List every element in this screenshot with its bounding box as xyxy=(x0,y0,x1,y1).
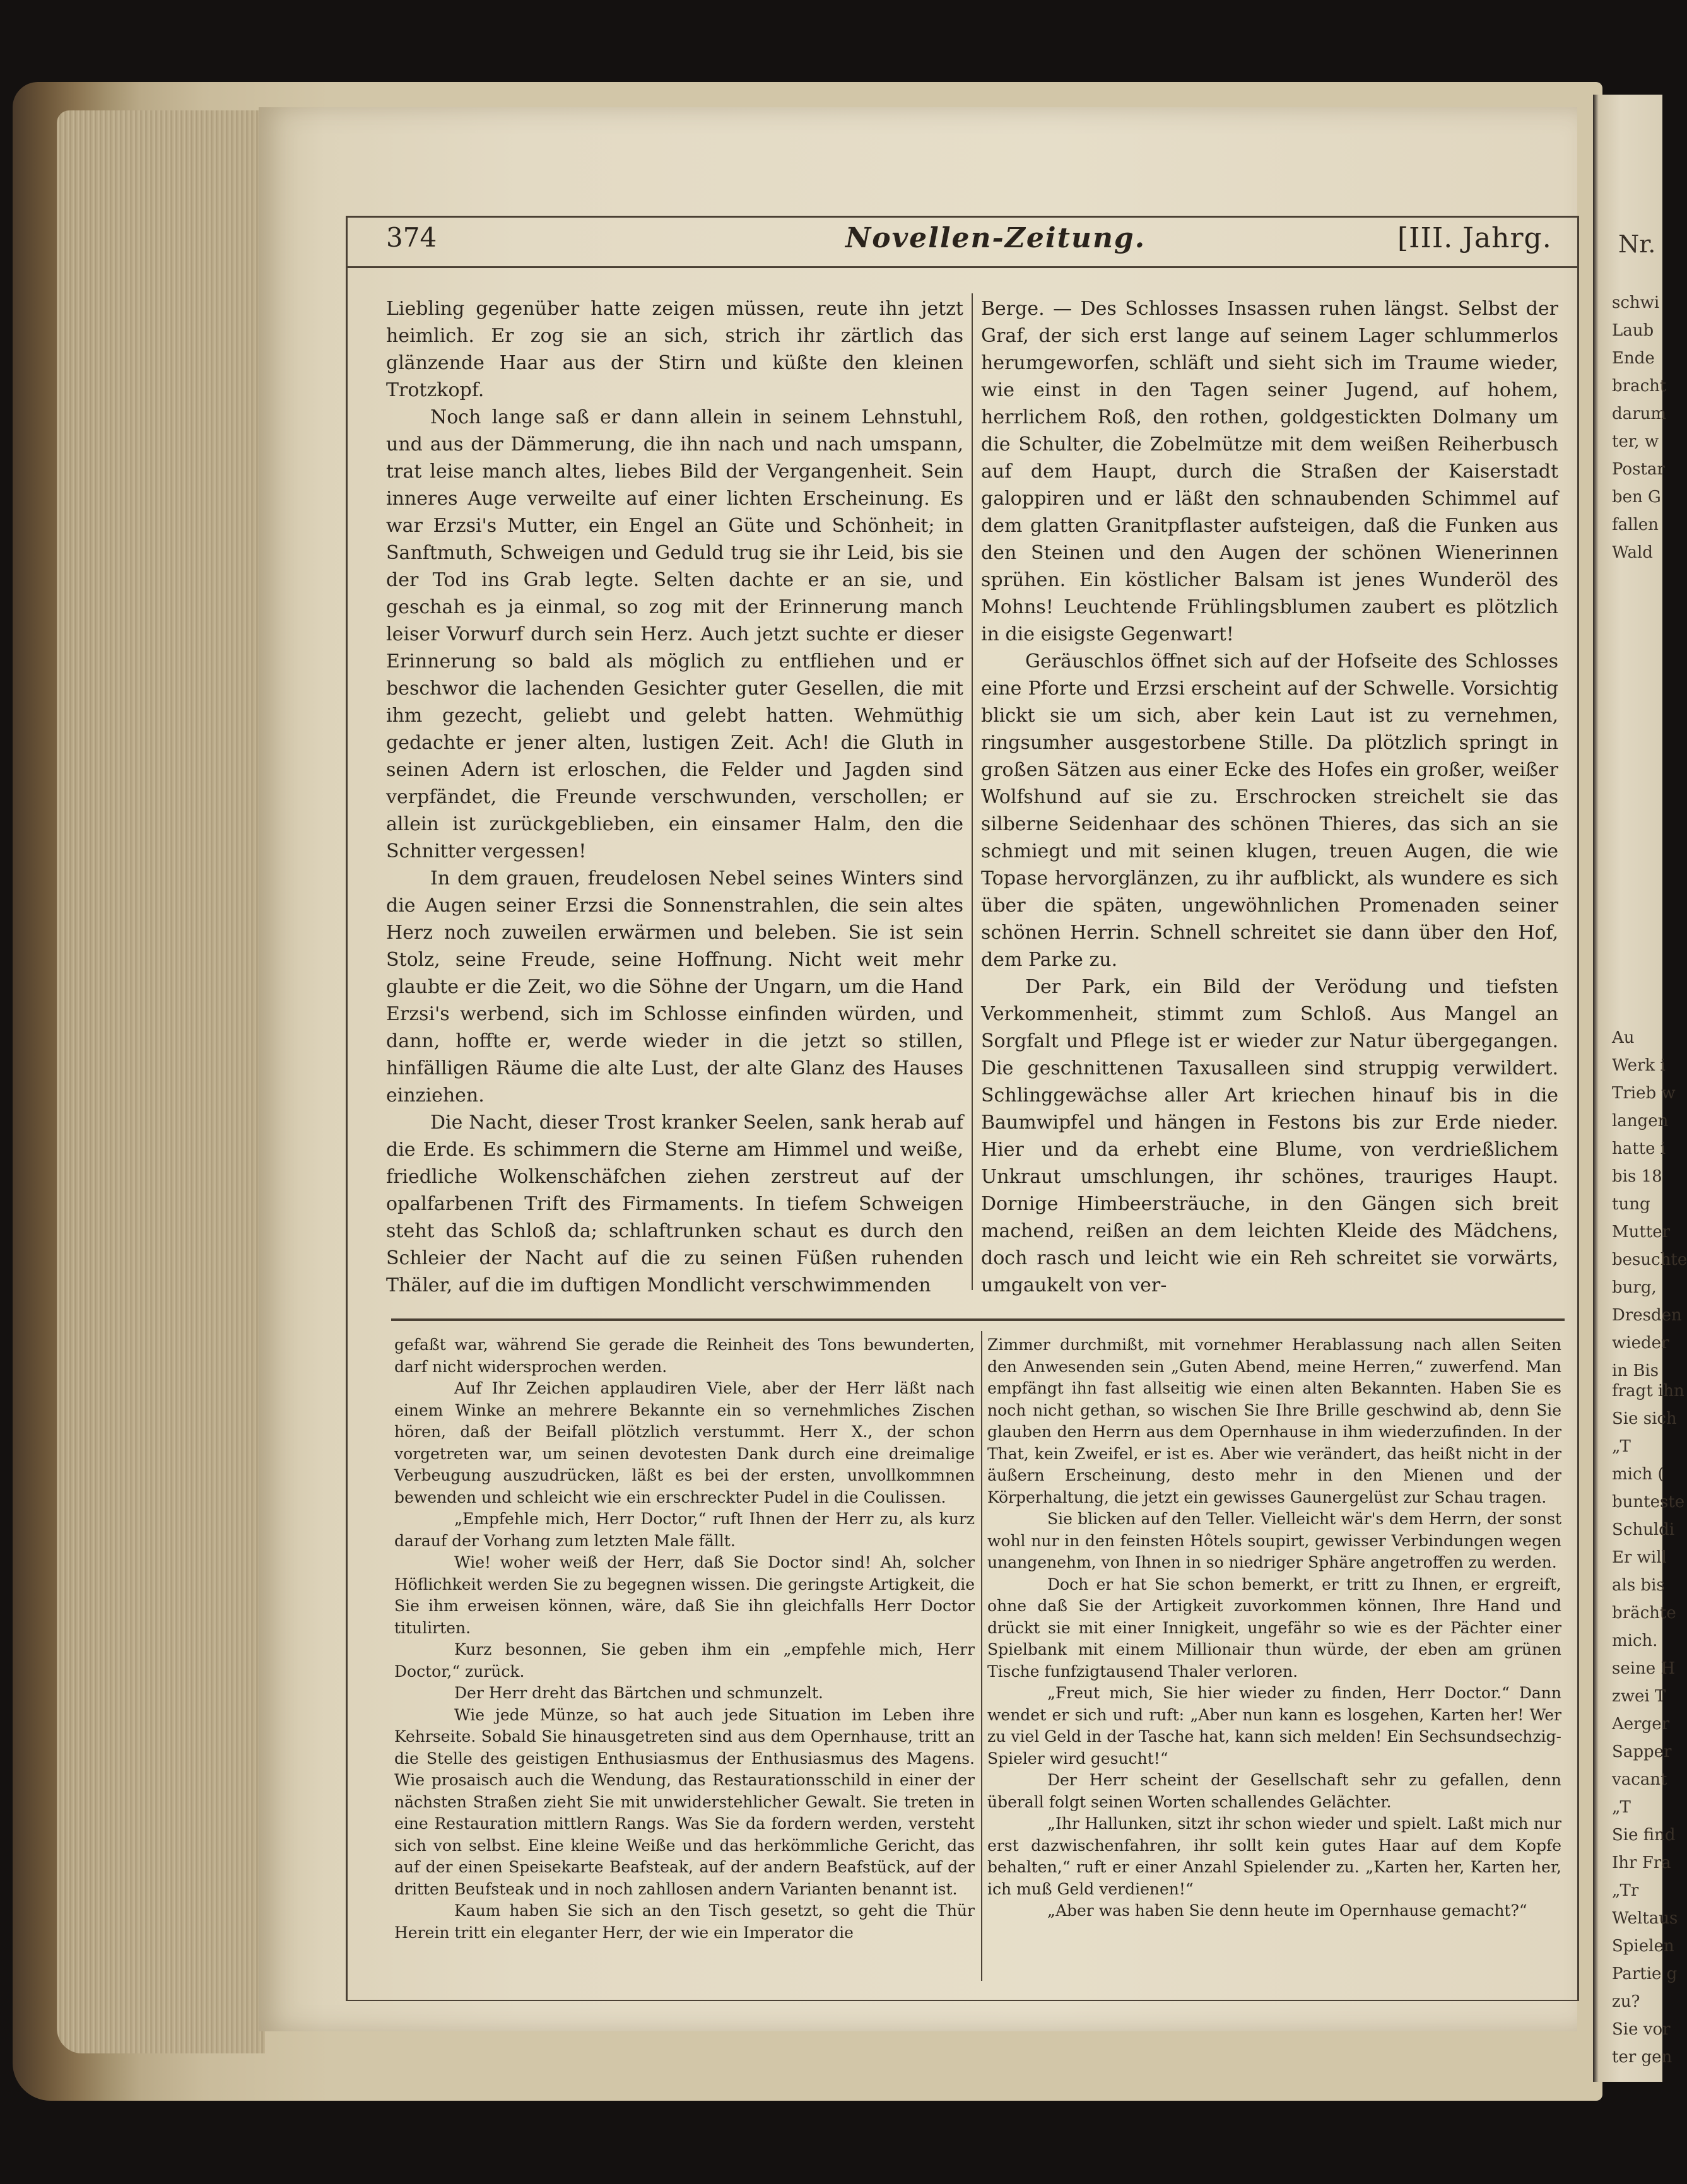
paragraph: Berge. — Des Schlosses Insassen ruhen längst. Selbst der Graf, der sich erst lange auf seinem Lager schlummerlos herumgeworfen, schläft und sieht sich im Traume wieder, wie einst in den Tagen seiner Jugend, auf hohem, herrlichem Roß, den rothen, goldgestickten Dolmany um die Schulter, die Zobelmütze mit dem weißen Reiherbusch auf dem Haupt, durch die Straßen der Kaiserstadt galoppiren und er läßt den schnaubenden Schimmel auf dem glatten Granitpflaster aufsteigen, daß die Funken aus den Steinen und den Augen der schönen Wienerinnen sprühen. Ein köstlicher Balsam ist jenes Wunderöl des Mohns! Leuchtende Frühlingsblumen zaubert es plötzlich in die eisigste Gegenwart! xyxy=(981,298,1558,645)
paragraph: In dem grauen, freudelosen Nebel seines Winters sind die Augen seiner Erzsi die Sonnenstrahlen, die sein altes Herz noch zuweilen erwärmen und beleben. Sie ist sein Stolz, seine Freude, seine Hoffnung. Nicht weit mehr glaubte er die Zeit, wo die Söhne der Ungarn, um die Hand Erzsi's werbend, sich im Schlosse einfinden würden, und dann, hoffte er, werde wieder in die jetzt so stillen, hinfälligen Räume die alte Lust, der alte Glanz des Hauses einziehen. xyxy=(386,867,963,1107)
facing-page-fragment: Sie find xyxy=(1612,1826,1676,1845)
facing-page-fragment: fallen xyxy=(1612,515,1659,534)
page-frame-right xyxy=(1577,216,1579,2001)
page-frame-left xyxy=(346,216,348,2001)
section-divider xyxy=(391,1318,1565,1321)
paragraph: Die Nacht, dieser Trost kranker Seelen, sank herab auf die Erde. Es schimmern die Sterne am Himmel und weiße, friedliche Wolkenschäfchen ziehen zerstreut auf der opalfarbenen Trift des Firmaments. In tiefem Schweigen steht das Schloß da; schlaftrunken schaut es durch den Schleier der Nacht auf die zu seinen Füßen ruhenden Thäler, auf die im duftigen Mondlicht verschwimmenden xyxy=(386,1112,963,1296)
facing-page-fragment: langen xyxy=(1612,1112,1669,1130)
facing-page-fragment: Sie sich xyxy=(1612,1409,1677,1428)
facing-page-fragment: zu? xyxy=(1612,1992,1640,2011)
facing-page-sliver xyxy=(1593,95,1687,2082)
facing-page-fragment: seine H xyxy=(1612,1659,1676,1678)
page-edges xyxy=(57,110,265,2053)
paragraph: „Ihr Hallunken, sitzt ihr schon wieder und spielt. Laßt mich nur erst dazwischenfahren, ihr sollt kein gutes Haar auf dem Kopfe behalten,“ ruft er einer Anzahl Spielender zu. „Karten her, Karten her, ich muß Geld verdienen!“ xyxy=(987,1814,1561,1898)
header-rule-top xyxy=(346,216,1579,218)
facing-page-fragment: Au xyxy=(1612,1028,1635,1047)
facing-page-fragment: in Bis xyxy=(1612,1361,1659,1380)
facing-page-fragment: mich ( xyxy=(1612,1465,1664,1484)
facing-page-fragment: Partie g xyxy=(1612,1964,1678,1983)
paragraph: Liebling gegenüber hatte zeigen müssen, reute ihn jetzt heimlich. Er zog sie an sich, strich ihr zärtlich das glänzende Haar aus der Stirn und küßte den kleinen Trotzkopf. xyxy=(386,298,963,401)
facing-page-fragment: wieder xyxy=(1612,1334,1669,1353)
upper-left-column xyxy=(386,295,963,1299)
paragraph: Der Herr dreht das Bärtchen und schmunzelt. xyxy=(454,1684,823,1702)
facing-page-fragment: vacant xyxy=(1612,1770,1667,1789)
facing-page-fragment: tung xyxy=(1612,1195,1650,1214)
paragraph: Noch lange saß er dann allein in seinem Lehnstuhl, und aus der Dämmerung, die ihn nach und nach umspann, trat leise manch altes, liebes Bild der Vergangenheit. Sein inneres Auge verweilte auf einer lichten Erscheinung. Es war Erzsi's Mutter, ein Engel an Güte und Schönheit; in Sanftmuth, Schweigen und Geduld trug sie ihr Leid, bis sie der Tod ins Grab legte. Selten dachte er an sie, und geschah es ja einmal, so zog mit der Erinnerung manch leiser Vorwurf durch sein Herz. Auch jetzt suchte er dieser Erinnerung so bald als möglich zu entfliehen und er beschwor die lachenden Gesichter guter Gesellen, die mit ihm gezecht, geliebt und gelebt hatten. Wehmüthig gedachte er jener alten, lustigen Zeit. Ach! die Gluth in seinen Adern ist erloschen, die Felder und Jagden sind verpfändet, die Freunde verschwunden, verschollen; er allein ist zurückgeblieben, ein einsamer Halm, den die Schnitter vergessen! xyxy=(386,406,963,862)
facing-page-fragment: darum xyxy=(1612,404,1666,423)
facing-page-fragment: burg, xyxy=(1612,1278,1657,1297)
facing-page-fragment: ter gen xyxy=(1612,2048,1672,2067)
paragraph: Der Herr scheint der Gesellschaft sehr zu gefallen, denn überall folgt seinen Worten schallendes Gelächter. xyxy=(987,1771,1561,1811)
page-number: 374 xyxy=(386,222,437,253)
feuilleton-left-column xyxy=(394,1334,975,1944)
page-frame-bottom xyxy=(346,2000,1579,2001)
paragraph: Sie blicken auf den Teller. Vielleicht wär's dem Herrn, der sonst wohl nur in den feinsten Hôtels soupirt, gewisser Verbindungen wegen unangenehm, von Ihnen in so niedriger Sphäre angetroffen zu werden. xyxy=(987,1510,1561,1571)
upper-right-column xyxy=(981,295,1558,1299)
facing-page-fragment: hatte i xyxy=(1612,1139,1666,1158)
facing-page-fragment: Ende xyxy=(1612,349,1655,368)
facing-page-fragment: Nr. xyxy=(1618,230,1656,258)
paragraph: Zimmer durchmißt, mit vornehmer Herablassung nach allen Seiten den Anwesenden sein „Guten Abend, meine Herren,“ zuwerfend. Man empfängt ihn fast allseitig wie einen alten Bekannten. Haben Sie es noch nicht gethan, so wischen Sie Ihre Brille geschwind ab, denn Sie glauben den Herrn aus dem Opernhause in ihm wiederzufinden. In der That, kein Zweifel, er ist es. Aber wie verändert, das heißt nicht in der äußern Erscheinung, desto mehr in den Mienen und der Körperhaltung, die jetzt ein gewisses Gaunergelüst zur Schau tragen. xyxy=(987,1336,1561,1506)
facing-page-fragment: Aerger xyxy=(1612,1715,1670,1734)
facing-page-fragment: zwei T xyxy=(1612,1687,1666,1706)
facing-page-fragment: Sie vor xyxy=(1612,2020,1671,2039)
running-title: Novellen-Zeitung. xyxy=(845,222,1146,254)
facing-page-fragment: Laub xyxy=(1612,321,1654,340)
paragraph: Doch er hat Sie schon bemerkt, er tritt zu Ihnen, er ergreift, ohne daß Sie der Artigkeit zuvorkommen können, Ihre Hand und drückt sie mit einer Innigkeit, ungefähr so wie es der Pächter einer Spielbank mit einem Millionair thun würde, der eben am grünen Tische funfzigtausend Thaler verloren. xyxy=(987,1575,1561,1681)
facing-page-fragment: „T xyxy=(1612,1798,1631,1817)
facing-page-fragment: bis 18 xyxy=(1612,1167,1662,1186)
facing-page-fragment: „T xyxy=(1612,1437,1631,1456)
facing-page-fragment: bunteste xyxy=(1612,1493,1685,1512)
volume-label: [III. Jahrg. xyxy=(1397,222,1552,254)
feuilleton-right-column xyxy=(987,1334,1561,1922)
facing-page-fragment: Sapper xyxy=(1612,1742,1672,1761)
paragraph: Kurz besonnen, Sie geben ihm ein „empfehle mich, Herr Doctor,“ zurück. xyxy=(394,1640,975,1681)
paragraph: gefaßt war, während Sie gerade die Reinheit des Tons bewunderten, darf nicht widersprochen werden. xyxy=(394,1336,975,1376)
facing-page-fragment: Ihr Fra xyxy=(1612,1853,1671,1872)
paragraph: Wie jede Münze, so hat auch jede Situation im Leben ihre Kehrseite. Sobald Sie hinausgetreten sind aus dem Opernhause, tritt an die Stelle des geistigen Enthusiasmus der Enthusiasmus des Magens. Wie prosaisch auch die Wendung, das Restaurationsschild in einer der nächsten Straßen zieht Sie mit unwiderstehlicher Gewalt. Sie treten in eine Restauration mittlern Rangs. Was Sie da fordern werden, versteht sich von selbst. Eine kleine Weiße und das herkömmliche Gericht, das auf der einen Speisekarte Beafsteak, auf der andern Beafstück, auf der dritten Beufsteak und in noch zahllosen andern Varianten benannt ist. xyxy=(394,1705,975,1898)
facing-page-fragment: Er will xyxy=(1612,1548,1667,1567)
facing-page-fragment: Werk i xyxy=(1612,1056,1666,1075)
paragraph: „Aber was haben Sie denn heute im Opernhause gemacht?“ xyxy=(1047,1901,1527,1920)
facing-page-fragment: mich. xyxy=(1612,1631,1658,1650)
facing-page-fragment: ter, w xyxy=(1612,432,1659,451)
column-divider-upper xyxy=(972,293,973,1290)
paragraph: Auf Ihr Zeichen applaudiren Viele, aber der Herr läßt nach einem Winke an mehrere Bekannte ein so vernehmliches Zischen hören, daß der Beifall plötzlich verstummt. Herr X., der schon vorgetreten war, um seinen devotesten Dank durch eine dreimalige Verbeugung auszudrücken, läßt es bei der ersten, unvollkommnen bewenden und schleicht wie ein erschreckter Pudel in die Coulissen. xyxy=(394,1379,975,1506)
facing-page-fragment: brächte xyxy=(1612,1604,1676,1623)
paragraph: Wie! woher weiß der Herr, daß Sie Doctor sind! Ah, solcher Höflichkeit werden Sie zu begegnen wissen. Die geringste Artigkeit, die Sie ihm erweisen können, wäre, daß Sie ihn gleichfalls Herr Doctor titulirten. xyxy=(394,1553,975,1637)
column-divider-lower xyxy=(981,1331,982,1981)
facing-page-fragment: „Tr xyxy=(1612,1881,1639,1900)
facing-page-fragment: ben G xyxy=(1612,488,1661,507)
facing-page-fragment: schwi xyxy=(1612,293,1660,312)
paragraph: „Empfehle mich, Herr Doctor,“ ruft Ihnen der Herr zu, als kurz darauf der Vorhang zum letzten Male fällt. xyxy=(394,1510,975,1550)
facing-page-fragment: Dresden xyxy=(1612,1306,1682,1325)
facing-page-fragment: Mutter xyxy=(1612,1223,1671,1242)
facing-page-fragment: Schuldi xyxy=(1612,1520,1675,1539)
facing-page-fragment: bracht xyxy=(1612,377,1667,396)
facing-page-fragment: fragt ihn xyxy=(1612,1382,1684,1400)
facing-page-fragment: Spielen xyxy=(1612,1937,1674,1956)
facing-page-fragment: Weltaus xyxy=(1612,1909,1678,1928)
facing-page-fragment: Trieb w xyxy=(1612,1084,1676,1103)
paragraph: „Freut mich, Sie hier wieder zu finden, Herr Doctor.“ Dann wendet er sich und ruft: „Aber nun kann es losgehen, Karten her! Wer zu viel Geld in der Tasche hat, kann sich melden! Ein Sechsundsechzig-Spieler wird gesucht!“ xyxy=(987,1684,1561,1768)
facing-page-fragment: besuchte xyxy=(1612,1250,1687,1269)
facing-page-fragment: Wald xyxy=(1612,543,1653,562)
facing-page-fragment: als bis xyxy=(1612,1576,1665,1595)
header-rule-bottom xyxy=(346,266,1579,268)
facing-page-fragment: Postar xyxy=(1612,460,1665,479)
paragraph: Kaum haben Sie sich an den Tisch gesetzt, so geht die Thür Herein tritt ein eleganter Herr, der wie ein Imperator die xyxy=(394,1901,975,1942)
paragraph: Geräuschlos öffnet sich auf der Hofseite des Schlosses eine Pforte und Erzsi erscheint auf der Schwelle. Vorsichtig blickt sie um sich, aber kein Laut ist zu vernehmen, ringsumher ausgestorbene Stille. Da plötzlich springt in großen Sätzen aus einer Ecke des Hofes ein großer, weißer Wolfshund auf sie zu. Erschrocken streichelt sie das silberne Seidenhaar des schönen Thieres, das sich an sie schmiegt und mit seinen klugen, treuen Augen, die wie Topase hervorglänzen, zu ihr aufblickt, als wundere es sich über die späten, ungewöhnlichen Promenaden seiner schönen Herrin. Schnell schreitet sie dann über den Hof, dem Parke zu. xyxy=(981,650,1558,971)
paragraph: Der Park, ein Bild der Verödung und tiefsten Verkommenheit, stimmt zum Schloß. Aus Mangel an Sorgfalt und Pflege ist er wieder zur Natur übergegangen. Die geschnittenen Taxusalleen sind struppig verwildert. Schlinggewächse aller Art kriechen hinauf bis in die Baumwipfel und hängen in Festons bis zur Erde nieder. Hier und da erhebt eine Blume, von verdrießlichem Unkraut umschlungen, ihr schönes, trauriges Haupt. Dornige Himbeersträuche, in den Gängen sich breit machend, reißen an dem leichten Kleide des Mädchens, doch rasch und leicht wie ein Reh schreitet sie vorwärts, umgaukelt von ver- xyxy=(981,976,1558,1296)
